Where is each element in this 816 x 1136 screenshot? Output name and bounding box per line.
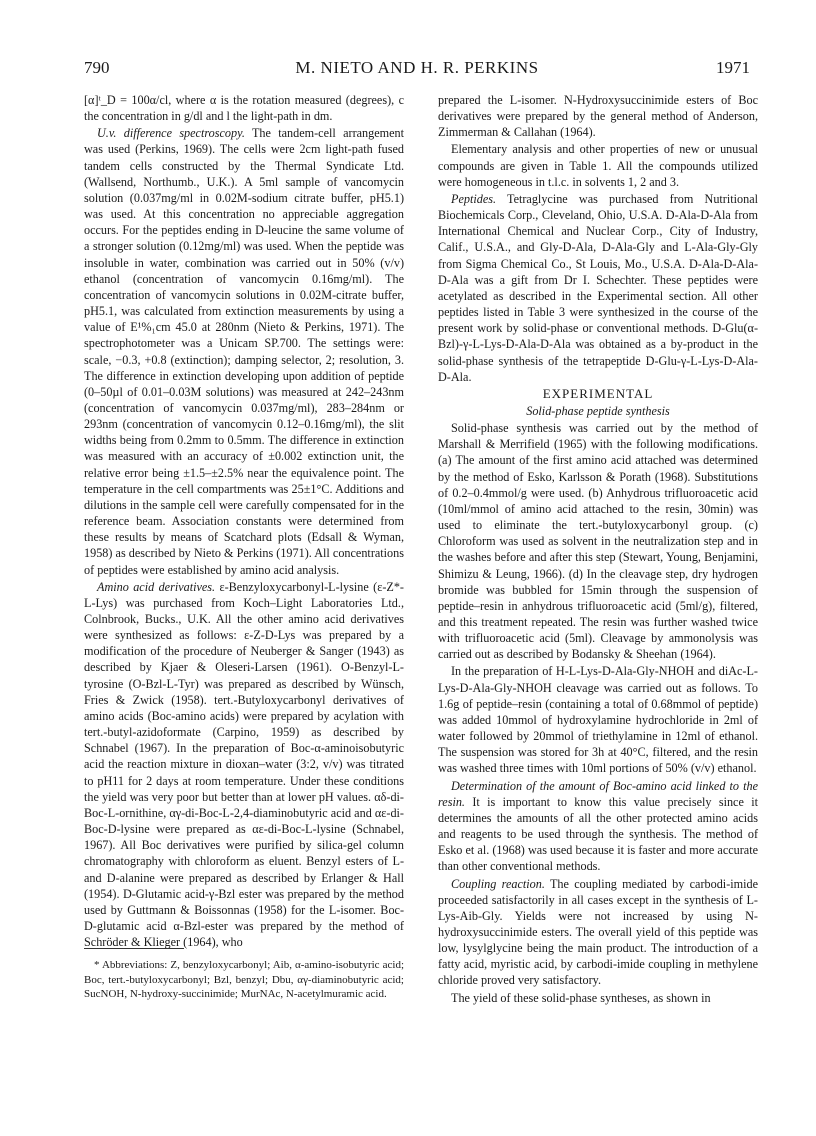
text-boc-determination: It is important to know this value precisely since it determines the amounts of all the other protected amino acids and reagents to be used through the synthesis. The method of Esko et al. (1968) was used because it is faster and more accurate than other conventional methods. [438, 794, 759, 874]
paragraph-yield: The yield of these solid-phase syntheses, as shown in [451, 990, 711, 1005]
heading-coupling-reaction: Coupling reaction. [451, 876, 545, 891]
paragraph-hydroxamate-cleavage: In the preparation of H-L-Lys-D-Ala-Gly-NHOH and diAc-L-Lys-D-Ala-Gly-NHOH cleavage was carried out as follows. To 1.6g of peptide–resin (containing a total of 0.68mmol of peptide) was added 10mmol of hydroxylamine hydrochloride in 2ml of water followed by 20mmol of triethylamine in 12ml of ethanol. The suspension was stored for 3h at 40°C, filtered, and the resin was washed three times with 10ml portions of 50% (v/v) ethanol. [438, 664, 758, 776]
paragraph-amino-acid-derivatives [84, 579, 404, 951]
heading-uv-spectroscopy: U.v. difference spectroscopy. [97, 126, 245, 141]
right-column [438, 92, 758, 1006]
left-column [84, 92, 404, 950]
heading-peptides: Peptides. [451, 191, 497, 206]
paragraph-peptides [438, 191, 758, 385]
paragraph-uv-spectroscopy [84, 125, 404, 577]
paragraph-boc-determination [438, 778, 758, 875]
text-peptides: Tetraglycine was purchased from Nutritional Biochemicals Corp., Cleveland, Ohio, U.S.A. D-Ala-D-Ala from International Chemical and Nuclear Corp., City of Industry, Calif., U.S.A., and Gly-D-Ala, D-Ala-Gly and L-Ala-Gly-Gly from Sigma Chemical Co., St Louis, Mo., U.S.A. D-Ala-D-Ala-D-Ala was a gift from Dr I. Schechter. These peptides were acetylated as described in the Experimental section. All other peptides listed in Table 3 were synthesized in the course of the present work by solid-phase or conventional methods. D-Glu(α-Bzl)-γ-L-Lys-D-Ala-D-Ala was obtained as a by-product in the solid-phase synthesis of the tetrapeptide D-Glu-γ-L-Lys-D-Ala-D-Ala. [438, 191, 758, 384]
journal-year: 1971 [716, 58, 750, 77]
paragraph-rotation-formula: [α]ᵗ_D = 100α/cl, where α is the rotation measured (degrees), c the concentration in g/dl and l the light-path in dm. [84, 93, 404, 124]
paragraph-coupling-reaction [438, 876, 758, 989]
section-title-experimental: EXPERIMENTAL [542, 385, 654, 401]
paragraph-continuation: prepared the L-isomer. N-Hydroxysuccinimide esters of Boc derivatives were prepared by the general method of Anderson, Zimmerman & Callahan (1964). [438, 93, 758, 140]
text-uv-spectroscopy: The tandem-cell arrangement was used (Perkins, 1969). The cells were 2cm light-path fused tandem cells constructed by the Thermal Syndicate Ltd. (Wallsend, Northumb., U.K.). A 5ml sample of vancomycin solution (0.037mg/ml in 0.02M-sodium citrate buffer, pH5.1) was used. At this concentration no appreciable aggregation occurs. For the peptides ending in D-leucine the same volume of a stronger solution (0.12mg/ml) was used. When the peptide was insoluble in water, combination was carried out in 50% (v/v) ethanol (concentration of vancomycin 0.16mg/ml). The concentration of vancomycin solutions in 0.02M-citrate buffer, pH5.1, was calculated from extinction measurements by using a value of E¹%₁cm 45.0 at 280nm (Nieto & Perkins, 1971). The spectrophotometer was a Unicam SP.700. The settings were: scale, −0.3, +0.8 (extinction); damping selector, 2; resolution, 3. The difference in extinction developing upon addition of peptide (0–50µl of 0.01–0.03M solutions) was measured at 242–243nm (concentration of vancomycin 0.037mg/ml), 283–284nm or 293nm (concentration of vancomycin 0.12–0.16mg/ml), the slit widths being from 0.2mm to 0.5mm. The difference in extinction was measured with an accuracy of ±0.002 extinction unit, the relative error being ±1.5–±2.5% near the equivalence point. The temperature in the cell compartments was 25±1°C. Additions and dilutions in the sample cell were carefully compensated for in the reference beam. Association constants were determined from these results by means of Scatchard plots (Edsall & Wyman, 1958) as described by Nieto & Perkins (1971). All concentrations of peptides were established by amino acid analysis. [84, 126, 404, 577]
heading-boc-determination: Determination of the amount of Boc-amino acid linked to the resin. [438, 778, 758, 809]
text-amino-acid-derivatives: ε-Benzyloxycarbonyl-L-lysine (ε-Z*-L-Lys) was purchased from Koch–Light Laboratories Ltd., Colnbrook, Bucks., U.K. All the other amino acid derivatives were synthesized as follows: ε-Z-D-Lys was prepared by a modification of the procedure of Neuberger & Sanger (1943) as described by Kjaer & Oleseri-Larsen (1961). O-Benzyl-L-tyrosine (O-Bzl-L-Tyr) was prepared as described by Wünsch, Fries & Zwick (1958). tert.-Butyloxycarbonyl derivatives of amino acids (Boc-amino acids) were prepared by acylation with tert.-butyl-azidoformate (Carpino, 1959) as described by Schnabel (1967). In the preparation of Boc-α-aminoisobutyric acid the reaction mixture in dioxan–water (3:2, v/v) was titrated to pH11 for 2 days at room temperature. Under these conditions the yield was very poor but better than at lower pH values. αδ-di-Boc-L-ornithine, αγ-di-Boc-L-2,4-diaminobutyric acid and αε-di-Boc-D-lysine were prepared as αε-di-Boc-L-lysine (Schnabel, 1967). All Boc derivatives were purified by silica-gel column chromatography with chloroform as eluent. Benzyl esters of L-and D-alanine were prepared as described by Erlanger & Hall (1954). D-Glutamic acid-γ-Bzl ester was prepared by the method used by Guttmann & Boissonnas (1958) for the L-isomer. Boc-D-glutamic acid α-Bzl-ester was prepared by the method of Schröder & Klieger (1964), who [84, 579, 404, 950]
subsection-title-solid-phase: Solid-phase peptide synthesis [526, 403, 670, 418]
running-title: M. NIETO AND H. R. PERKINS [295, 58, 539, 77]
paragraph-solid-phase-method: Solid-phase synthesis was carried out by the method of Marshall & Merrifield (1965) with the following modifications. (a) The amount of the first amino acid attached was determined by the method of Esko, Karlsson & Porath (1968). Substitutions of 0.2–0.4mmol/g were used. (b) Anhydrous trifluoroacetic acid (10ml/mmol of amino acid attached to the resin, 30min) was used to eliminate the tert.-butyloxycarbonyl group. (c) Chloroform was used as solvent in the neutralization step and in the washes before and after this step (Stewart, Young, Benjamini, Shimizu & Leung, 1966). (d) In the cleavage step, dry hydrogen bromide was bubbled for 15min through the suspension of peptide–resin in anhydrous trifluoroacetic acid (5ml/g), filtered, and this treatment repeated. The resin was further washed twice with trifluoroacetic acid (5ml). Cleavage by ammonolysis was carried out as described by Bodansky & Sheehan (1964). [438, 421, 758, 662]
text-coupling-reaction: The coupling mediated by carbodi-imide proceeded satisfactorily in all cases except in the synthesis of L-Lys-Aib-Gly. Yields were not increased by using N-hydroxysuccinimide esters. The overall yield of this peptide was low, lysylglycine being the main product. The introduction of a fatty acid, myristic acid, by carbodi-imide coupling in methylene chloride proved very satisfactory. [438, 876, 759, 988]
page-number: 790 [84, 58, 110, 77]
paragraph-elementary-analysis: Elementary analysis and other properties of new or unusual compounds are given in Table 1. All the compounds utilized were homogeneous in t.l.c. in solvents 1, 2 and 3. [438, 142, 758, 189]
footnote-abbreviations: * Abbreviations: Z, benzyloxycarbonyl; Aib, α-amino-isobutyric acid; Boc, tert.-butyloxycarbonyl; Bzl, benzyl; Dbu, αγ-diaminobutyric acid; SucNOH, N-hydroxy-succinimide; MurNAc, N-acetylmuramic acid. [84, 959, 404, 1000]
page-header [84, 58, 750, 82]
heading-amino-acid-derivatives: Amino acid derivatives. [97, 579, 216, 594]
footnote-divider [84, 948, 184, 949]
